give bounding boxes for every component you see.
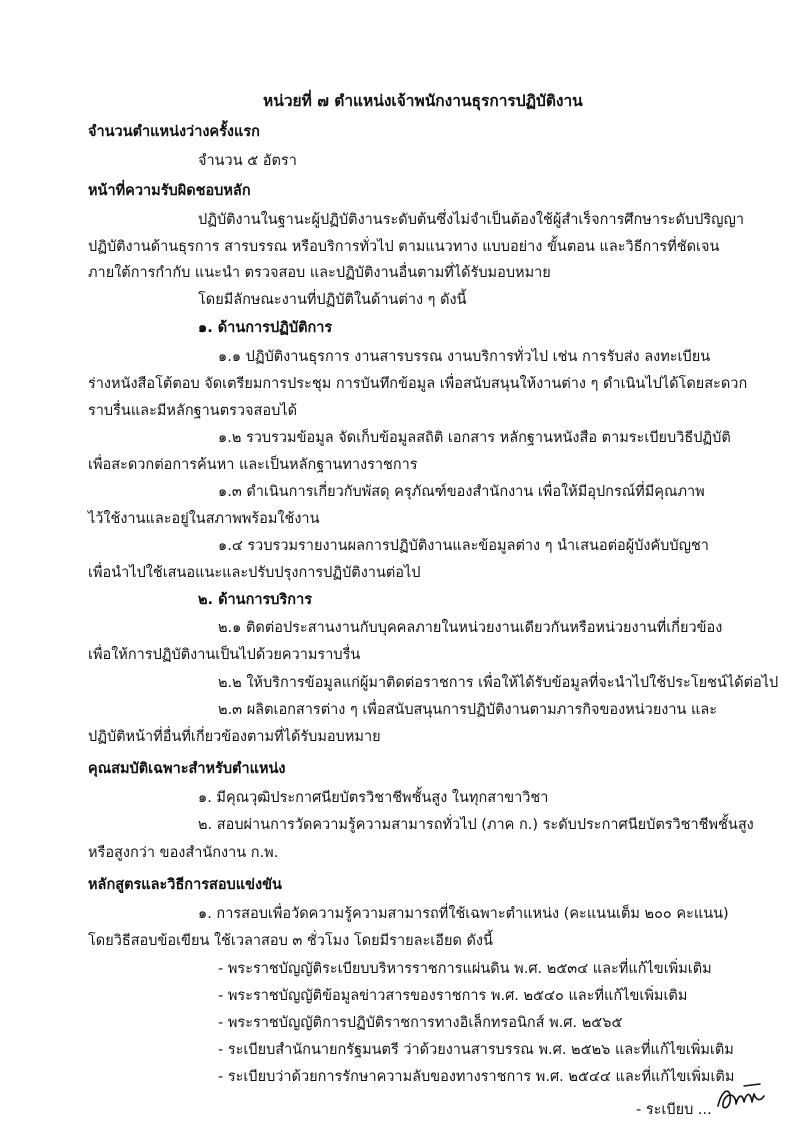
vacancy-heading: จำนวนตำแหน่งว่างครั้งแรก [88, 124, 260, 140]
qualification-item: ๒. สอบผ่านการวัดความรู้ความสามารถทั่วไป (ภาค ก.) ระดับประกาศนียบัตรวิชาชีพชั้นสูง [198, 817, 754, 833]
exam-topic: - พระราชบัญญัติข้อมูลข่าวสารของราชการ พ.ศ. ๒๕๔๐ และที่แก้ไขเพิ่มเติม [218, 988, 688, 1004]
duty-item-line: ๑.๒ รวบรวมข้อมูล จัดเก็บข้อมูลสถิติ เอกสาร หลักฐานหนังสือ ตามระเบียบวิธีปฏิบัติ [218, 430, 731, 446]
duty-item-line: เพื่อให้การปฏิบัติงานเป็นไปด้วยความราบรื่น [88, 647, 361, 663]
duty-item-line: ปฏิบัติหน้าที่อื่นที่เกี่ยวข้องตามที่ได้รับมอบหมาย [88, 729, 381, 745]
exam-topic: - พระราชบัญญัติการปฏิบัติราชการทางอิเล็กทรอนิกส์ พ.ศ. ๒๕๖๕ [218, 1015, 623, 1031]
duty-item-line: ๑.๑ ปฏิบัติงานธุรการ งานสารบรรณ งานบริการทั่วไป เช่น การรับส่ง ลงทะเบียน [218, 349, 711, 365]
duty-item-line: ไว้ใช้งานและอยู่ในสภาพพร้อมใช้งาน [88, 511, 320, 527]
section-operations-heading: ๑. ด้านการปฏิบัติการ [198, 320, 333, 336]
exam-topic: - พระราชบัญญัติระเบียบบริหารราชการแผ่นดิน พ.ศ. ๒๕๓๔ และที่แก้ไขเพิ่มเติม [218, 961, 712, 977]
page-title: หน่วยที่ ๗ ตำแหน่งเจ้าพนักงานธุรการปฏิบัติงาน [263, 92, 583, 110]
duties-intro-line: ปฏิบัติงานในฐานะผู้ปฏิบัติงานระดับต้นซึ่งไม่จำเป็นต้องใช้ผู้สำเร็จการศึกษาระดับปริญญา [198, 212, 745, 228]
signature [714, 1080, 766, 1114]
duty-item-line: เพื่อนำไปใช้เสนอแนะและปรับปรุงการปฏิบัติงานต่อไป [88, 565, 421, 581]
exam-item: โดยวิธีสอบข้อเขียน ใช้เวลาสอบ ๓ ชั่วโมง โดยมีรายละเอียด ดังนี้ [88, 933, 493, 949]
duty-item-line: ๒.๒ ให้บริการข้อมูลแก่ผู้มาติดต่อราชการ เพื่อให้ได้รับข้อมูลที่จะนำไปใช้ประโยชน์ได้ต่อไป [218, 675, 779, 691]
duties-intro-line: ภายใต้การกำกับ แนะนำ ตรวจสอบ และปฏิบัติงานอื่นตามที่ได้รับมอบหมาย [88, 265, 551, 281]
duty-item-line: เพื่อสะดวกต่อการค้นหา และเป็นหลักฐานทางราชการ [88, 457, 418, 473]
exam-topic: - ระเบียบว่าด้วยการรักษาความลับของทางราชการ พ.ศ. ๒๕๔๔ และที่แก้ไขเพิ่มเติม [218, 1069, 735, 1085]
duties-heading: หน้าที่ความรับผิดชอบหลัก [88, 183, 251, 199]
qualification-item: หรือสูงกว่า ของสำนักงาน ก.พ. [88, 845, 279, 861]
exam-topic: - ระเบียบสำนักนายกรัฐมนตรี ว่าด้วยงานสารบรรณ พ.ศ. ๒๕๒๖ และที่แก้ไขเพิ่มเติม [218, 1042, 734, 1058]
qualification-item: ๑. มีคุณวุฒิประกาศนียบัตรวิชาชีพชั้นสูง ในทุกสาขาวิชา [198, 790, 549, 806]
duty-item-line: ๒.๑ ติดต่อประสานงานกับบุคคลภายในหน่วยงานเดียวกันหรือหน่วยงานที่เกี่ยวข้อง [218, 620, 723, 636]
continuation-note: - ระเบียบ ... [636, 1102, 712, 1118]
section-service-heading: ๒. ด้านการบริการ [198, 592, 312, 608]
duty-item-line: ๑.๓ ดำเนินการเกี่ยวกับพัสดุ ครุภัณฑ์ของสำนักงาน เพื่อให้มีอุปกรณ์ที่มีคุณภาพ [218, 484, 705, 500]
exam-heading: หลักสูตรและวิธีการสอบแข่งขัน [88, 877, 282, 893]
duties-intro-line: ปฏิบัติงานด้านธุรการ สารบรรณ หรือบริการทั่วไป ตามแนวทาง แบบอย่าง ขั้นตอน และวิธีการที่ชัดเจน [88, 239, 720, 255]
qualifications-heading: คุณสมบัติเฉพาะสำหรับตำแหน่ง [88, 761, 286, 777]
duty-item-line: ร่างหนังสือโต้ตอบ จัดเตรียมการประชุม การบันทึกข้อมูล เพื่อสนับสนุนให้งานต่าง ๆ ดำเนินไปได้โดยสะดวก [88, 376, 748, 392]
duty-item-line: ราบรื่นและมีหลักฐานตรวจสอบได้ [88, 403, 298, 419]
vacancy-count: จำนวน ๕ อัตรา [198, 153, 297, 169]
duties-intro-line: โดยมีลักษณะงานที่ปฏิบัติในด้านต่าง ๆ ดังนี้ [198, 292, 467, 308]
duty-item-line: ๒.๓ ผลิตเอกสารต่าง ๆ เพื่อสนับสนุนการปฏิบัติงานตามภารกิจของหน่วยงาน และ [218, 702, 718, 718]
exam-item: ๑. การสอบเพื่อวัดความรู้ความสามารถที่ใช้เฉพาะตำแหน่ง (คะแนนเต็ม ๒๐๐ คะแนน) [198, 906, 729, 922]
duty-item-line: ๑.๔ รวบรวมรายงานผลการปฏิบัติงานและข้อมูลต่าง ๆ นำเสนอต่อผู้บังคับบัญชา [218, 538, 709, 554]
